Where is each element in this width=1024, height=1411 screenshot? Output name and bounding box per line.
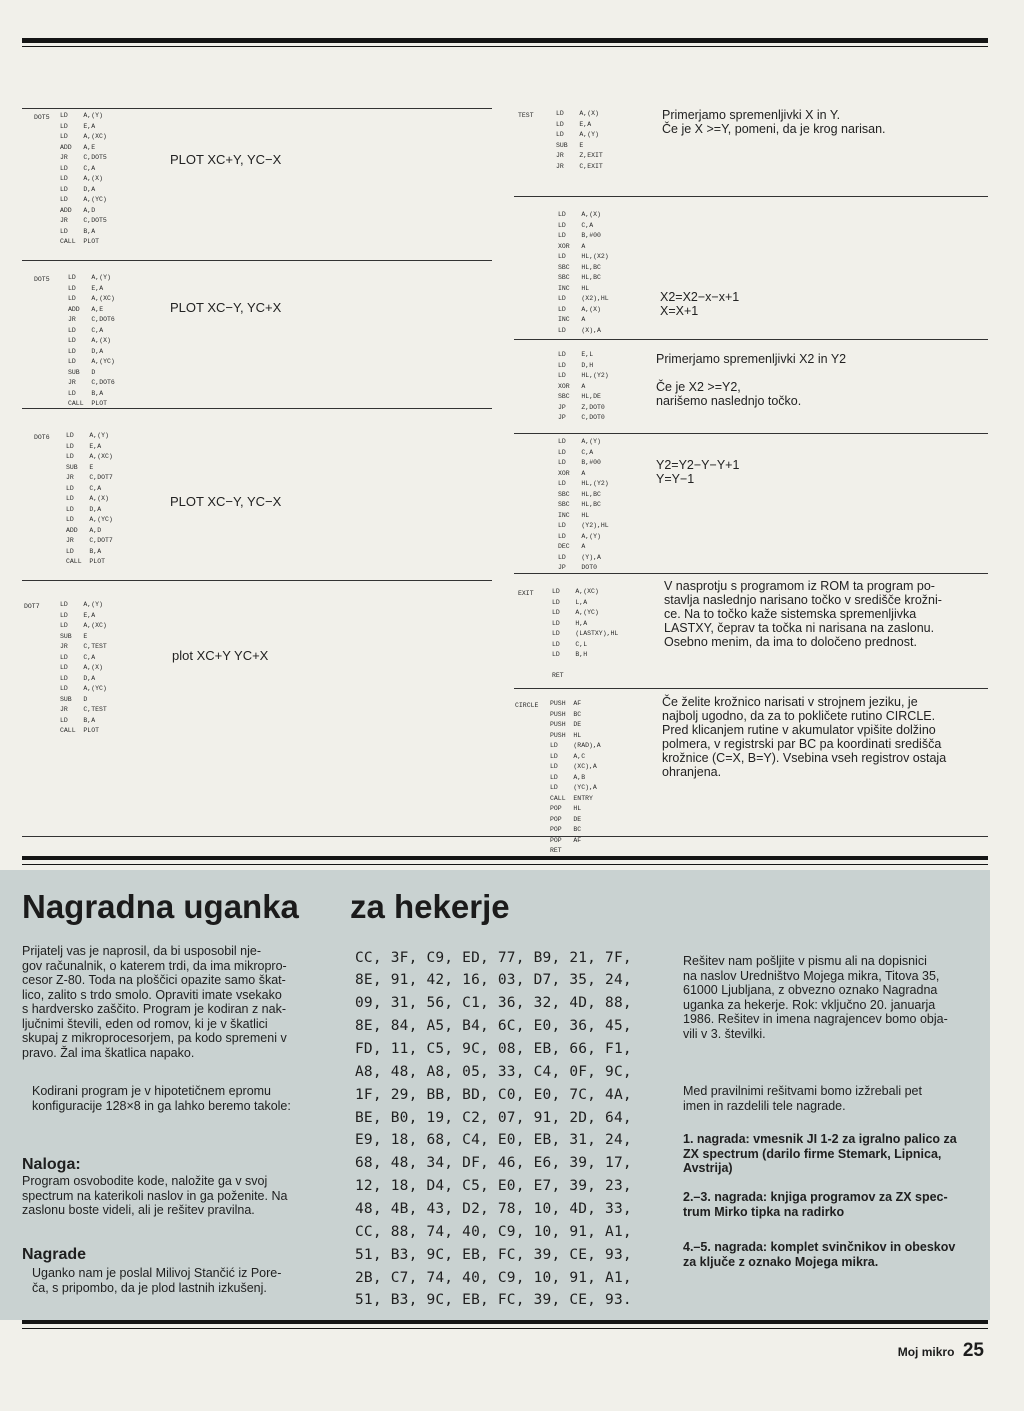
send-instructions: Rešitev nam pošljite v pismu ali na dopisnici na naslov Uredništvo Mojega mikra, Titova 35, 61000 Ljubljana, z obvezno oznako Nagradna uganka za hekerje. Rok: vključno 20. januarja 1986. Rešitev in imena nagrajencev bomo obja- vili v 3. številki. [683, 954, 948, 1041]
divider [22, 408, 492, 409]
task-text: Program osvobodite kode, naložite ga v svoj spectrum na katerikoli naslov in ga poženite. Na zaslonu boste videli, ali je rešitev pravilna. [22, 1174, 288, 1217]
divider [514, 688, 988, 689]
hex-row: 51, B3, 9C, EB, FC, 39, CE, 93. [355, 1292, 632, 1308]
code-block: LD A,(Y) LD C,A LD B,#00 XOR A LD HL,(Y2) SBC HL,BC SBC HL,BC INC HL LD (Y2),HL LD A,(Y) DEC A LD (Y),A JP DOT0 [558, 438, 609, 571]
top-rule-thin [22, 46, 988, 47]
code-label: TEST [518, 112, 534, 119]
code-block: PUSH AF PUSH BC PUSH DE PUSH HL LD (RAD),A LD A,C LD (XC),A LD A,B LD (YC),A CALL ENTRY POP HL POP DE POP BC POP AF RET [550, 700, 601, 854]
code-note: Primerjamo spremenljivki X in Y. Če je X >=Y, pomeni, da je krog narisan. [662, 108, 886, 136]
draw-text: Med pravilnimi rešitvami bomo izžrebali pet imen in razdelili tele nagrade. [683, 1084, 922, 1113]
code-label: DOT5 [34, 276, 50, 283]
divider [514, 196, 988, 197]
hex-row: FD, 11, C5, 9C, 08, EB, 66, F1, [355, 1041, 632, 1057]
section-rule [22, 856, 988, 860]
hex-row: 51, B3, 9C, EB, FC, 39, CE, 93, [355, 1247, 632, 1263]
code-block: LD E,L LD D,H LD HL,(Y2) XOR A SBC HL,DE JP Z,DOT0 JP C,DOT0 [558, 351, 609, 421]
divider [22, 836, 988, 837]
code-label: CIRCLE [515, 702, 539, 709]
code-label: DOT5 [34, 114, 50, 121]
code-note: Primerjamo spremenljivki X2 in Y2 Če je X2 >=Y2, narišemo naslednjo točko. [656, 352, 847, 408]
code-caption: plot XC+Y YC+X [172, 648, 269, 663]
page-footer [898, 1340, 984, 1362]
prizes-author: Uganko nam je poslal Milivoj Stančić iz Pore- ča, s pripombo, da je plod lastnih izkušenj. [32, 1266, 282, 1295]
code-caption: PLOT XC+Y, YC−X [170, 152, 282, 167]
divider [22, 260, 492, 261]
bottom-rule [22, 1320, 988, 1324]
code-block: LD A,(Y) LD E,A LD A,(XC) ADD A,E JR C,DOT5 LD C,A LD A,(X) LD D,A LD A,(YC) ADD A,D JR C,DOT5 LD B,A CALL PLOT [60, 112, 107, 245]
prizes-heading: Nagrade [22, 1246, 87, 1263]
code-block: LD A,(X) LD C,A LD B,#00 XOR A LD HL,(X2) SBC HL,BC SBC HL,BC INC HL LD (X2),HL LD A,(X) INC A LD (X),A [558, 211, 609, 334]
hex-row: CC, 3F, C9, ED, 77, B9, 21, 7F, [355, 950, 632, 966]
code-block: LD A,(Y) LD E,A LD A,(XC) SUB E JR C,TEST LD C,A LD A,(X) LD D,A LD A,(YC) SUB D JR C,TEST LD B,A CALL PLOT [60, 601, 107, 734]
divider [22, 580, 492, 581]
code-caption: PLOT XC−Y, YC+X [170, 300, 282, 315]
divider [514, 339, 988, 340]
code-block: LD A,(Y) LD E,A LD A,(XC) ADD A,E JR C,DOT6 LD C,A LD A,(X) LD D,A LD A,(YC) SUB D JR C,DOT6 LD B,A CALL PLOT [68, 274, 115, 407]
hex-row: 8E, 84, A5, B4, 6C, E0, 36, 45, [355, 1018, 632, 1034]
magazine-name: Moj mikro [897, 1345, 955, 1359]
contest-title-right: za hekerje [350, 888, 510, 925]
hex-row: BE, B0, 19, C2, 07, 91, 2D, 64, [355, 1110, 632, 1126]
bottom-rule-thin [22, 1328, 988, 1329]
code-block: LD A,(XC) LD L,A LD A,(YC) LD H,A LD (LASTXY),HL LD C,L LD B,H RET [552, 588, 619, 679]
hex-row: 2B, C7, 74, 40, C9, 10, 91, A1, [355, 1270, 632, 1286]
code-note: V nasprotju s programom iz ROM ta program po- stavlja naslednjo narisano točko v središče krožni- ce. Na to točko kaže sistemska spremenljivka LASTXY, čeprav ta točka ni narisana na zaslonu. Osebno menim, da ima to določeno prednost. [664, 579, 942, 649]
page-number: 25 [962, 1340, 984, 1361]
hex-row: A8, 48, A8, 05, 33, C4, 0F, 9C, [355, 1064, 632, 1080]
hex-row: 8E, 91, 42, 16, 03, D7, 35, 24, [355, 972, 632, 988]
code-block: LD A,(Y) LD E,A LD A,(XC) SUB E JR C,DOT7 LD C,A LD A,(X) LD D,A LD A,(YC) ADD A,D JR C,DOT7 LD B,A CALL PLOT [66, 432, 113, 565]
contest-title-left: Nagradna uganka [22, 888, 299, 925]
hex-row: 68, 48, 34, DF, 46, E6, 39, 17, [355, 1155, 632, 1171]
section-rule-thin [22, 864, 988, 865]
code-caption: PLOT XC−Y, YC−X [170, 494, 282, 509]
hex-row: 09, 31, 56, C1, 36, 32, 4D, 88, [355, 995, 632, 1011]
code-note: Y2=Y2−Y−Y+1 Y=Y−1 [656, 458, 740, 486]
task-heading: Naloga: [22, 1156, 81, 1173]
code-label: DOT7 [24, 603, 40, 610]
code-note: Če želite krožnico narisati v strojnem jeziku, je najbolj ugodno, da za to pokličete rutino CIRCLE. Pred klicanjem rutine v akumulator vpišite dolžino polmera, v registrski par BC pa koordinati središča krožnice (C=X, B=Y). Vsebina vseh registrov ostaja ohranjena. [662, 695, 947, 779]
code-label: DOT6 [34, 434, 50, 441]
divider [22, 108, 492, 109]
code-note: X2=X2−x−x+1 X=X+1 [660, 290, 740, 318]
hex-row: 1F, 29, BB, BD, C0, E0, 7C, 4A, [355, 1087, 632, 1103]
prize-2: 2.–3. nagrada: knjiga programov za ZX spec- trum Mirko tipka na radirko [683, 1190, 948, 1219]
prize-3: 4.–5. nagrada: komplet svinčnikov in obeskov za ključe z oznako Mojega mikra. [683, 1240, 956, 1269]
divider [514, 573, 988, 574]
prize-1: 1. nagrada: vmesnik JI 1-2 za igralno palico za ZX spectrum (darilo firme Stemark, Lipnica, Avstrija) [683, 1132, 957, 1175]
code-block: LD A,(X) LD E,A LD A,(Y) SUB E JR Z,EXIT JR C,EXIT [556, 110, 603, 170]
divider [514, 433, 988, 434]
hex-row: CC, 88, 74, 40, C9, 10, 91, A1, [355, 1224, 632, 1240]
top-rule [22, 38, 988, 43]
contest-intro-2: Kodirani program je v hipotetičnem epromu konfiguracije 128×8 in ga lahko beremo takole: [32, 1084, 291, 1113]
hex-row: 12, 18, D4, C5, E0, E7, 39, 23, [355, 1178, 632, 1194]
contest-intro: Prijatelj vas je naprosil, da bi usposobil nje- gov računalnik, o katerem trdi, da ima mikropro- cesor Z-80. Toda na ploščici opazite samo škat- lico, zalito s trdo smolo. Opraviti imate vsekako s hardversko zaščito. Program je kodiran z nak- ljučnimi števili, eden od romov, ki je v škatlici skupaj z mikroprocesorjem, pa kodo spremeni v pravo. Žal ima škatlica napako. [22, 944, 287, 1060]
hex-row: E9, 18, 68, C4, E0, EB, 31, 24, [355, 1132, 632, 1148]
code-label: EXIT [518, 590, 534, 597]
hex-row: 48, 4B, 43, D2, 78, 10, 4D, 33, [355, 1201, 632, 1217]
